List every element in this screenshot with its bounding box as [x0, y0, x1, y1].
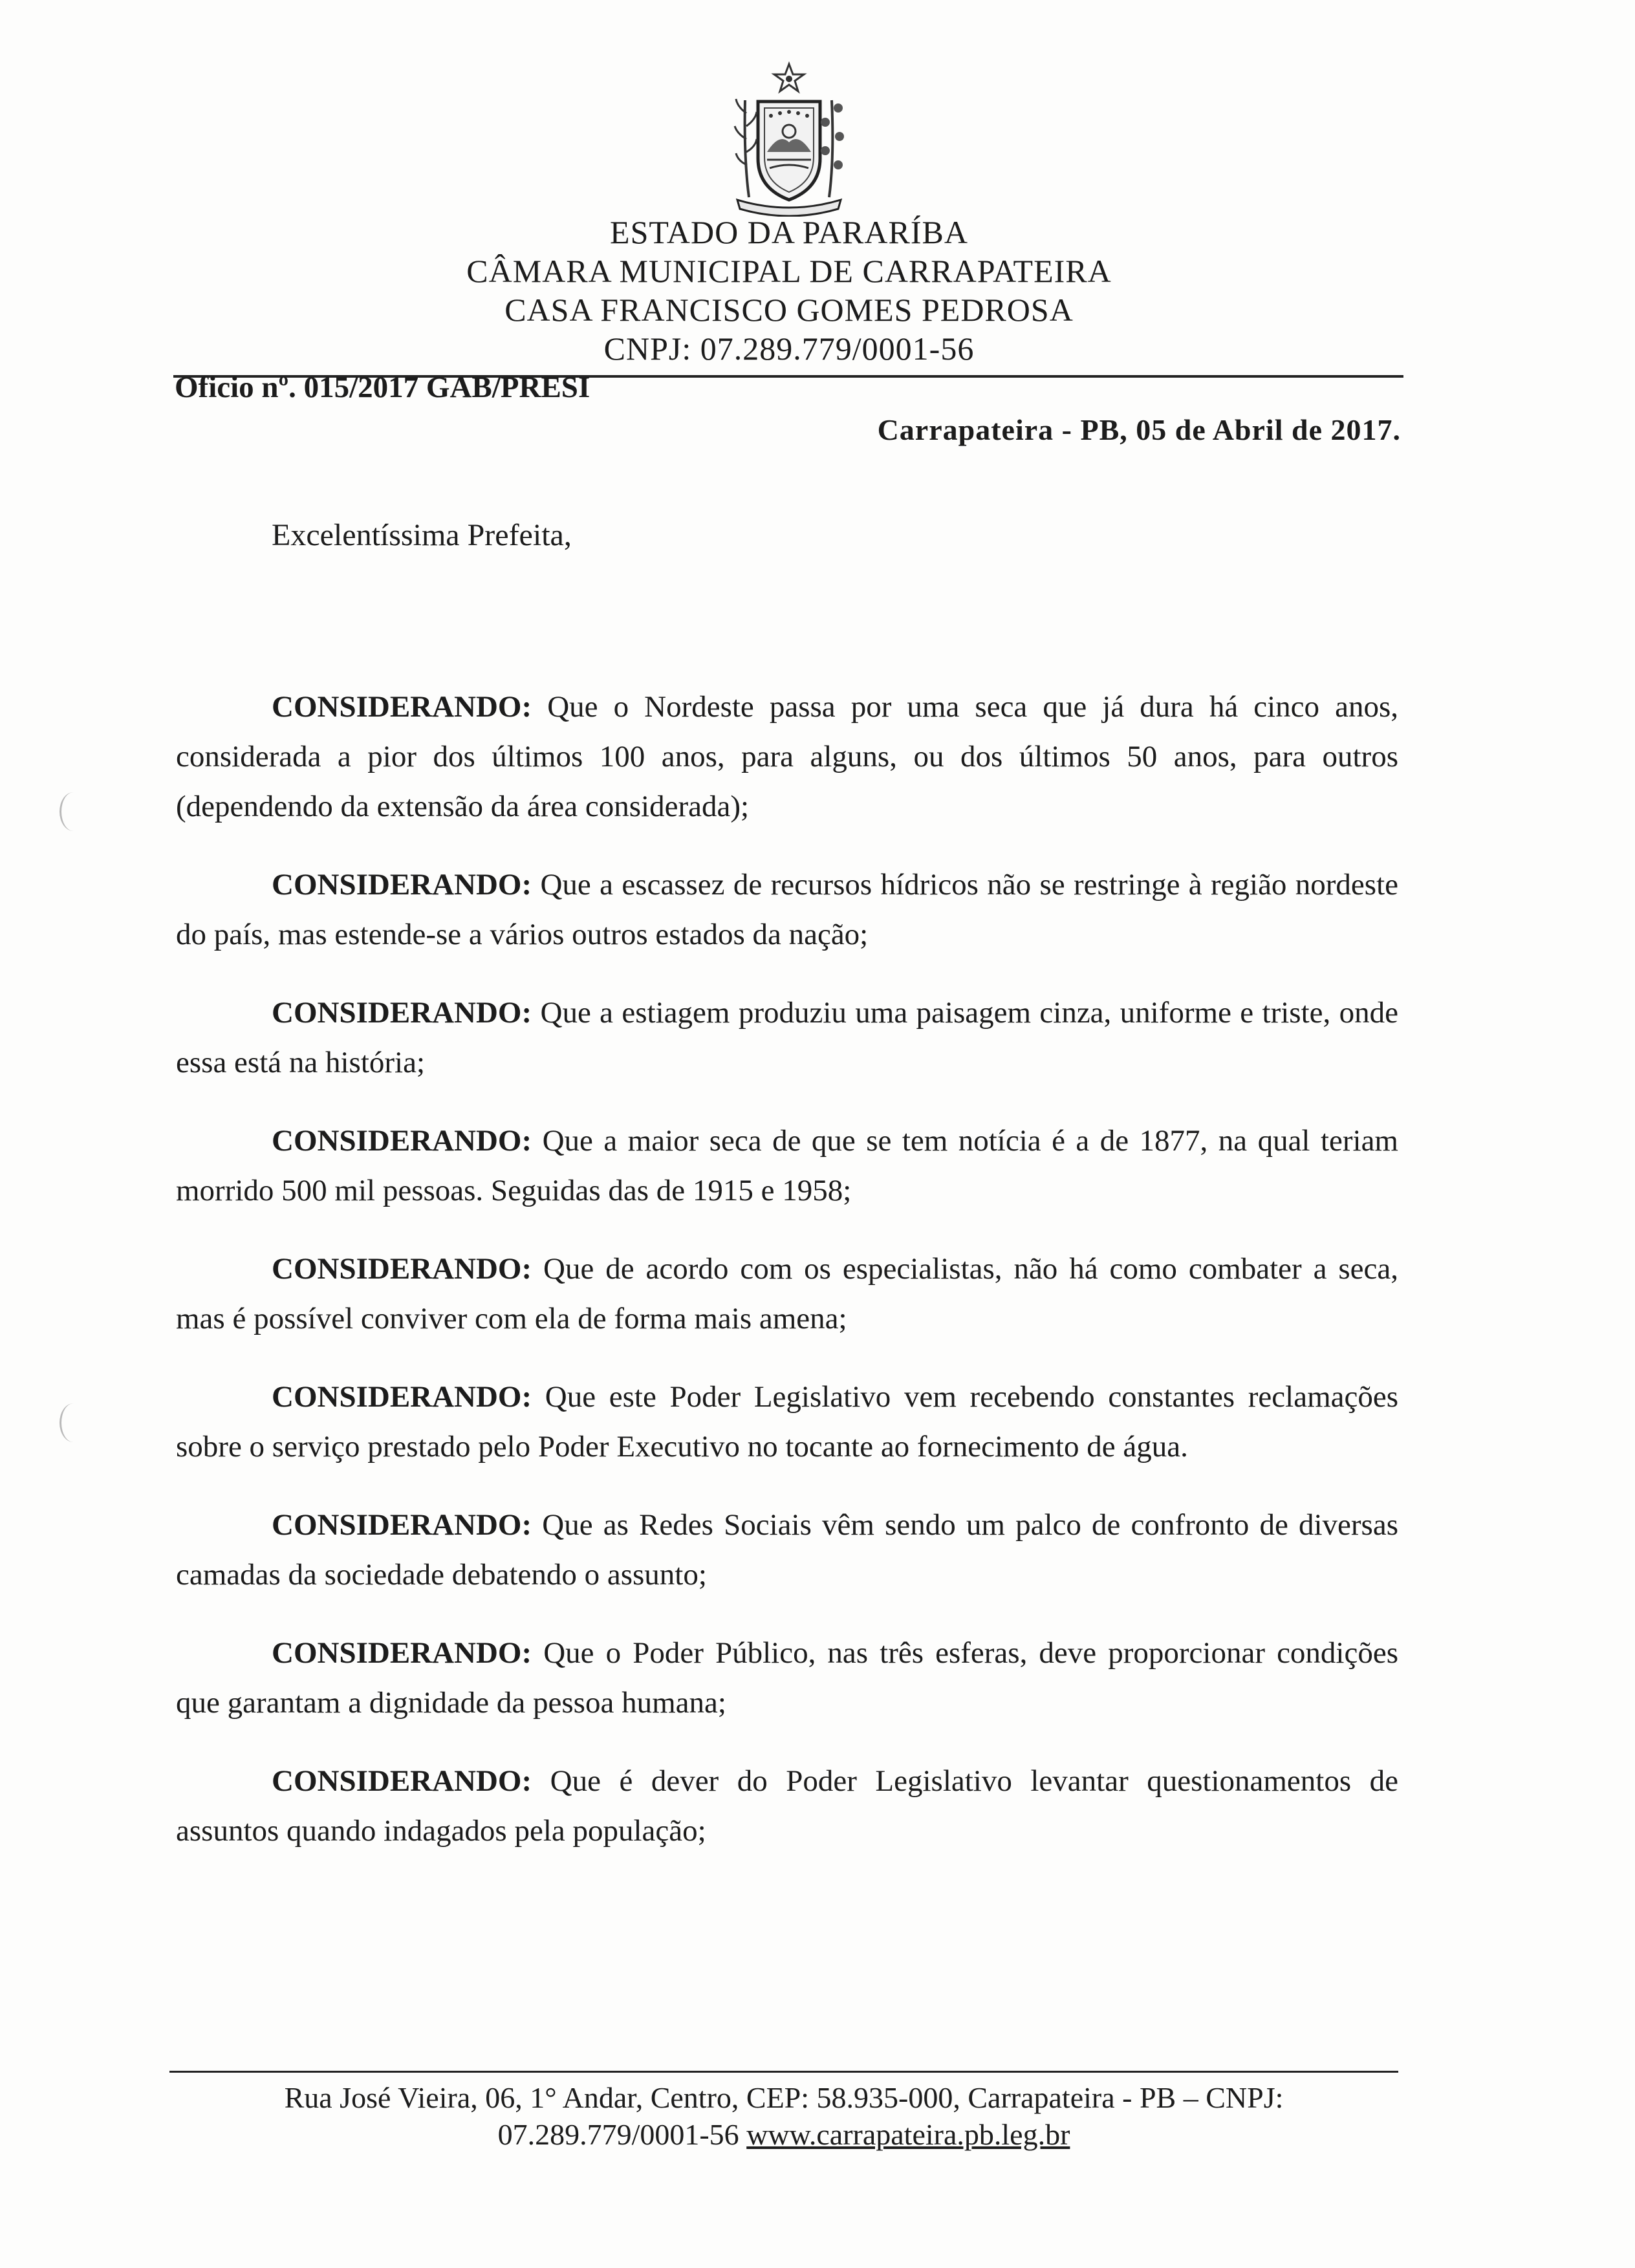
salutation: Excelentíssima Prefeita,: [272, 518, 572, 552]
paragraph-keyword: CONSIDERANDO:: [272, 1124, 532, 1158]
header-state: ESTADO DA PARARÍBA: [610, 214, 968, 250]
paragraph-keyword: CONSIDERANDO:: [272, 1252, 532, 1286]
considerando-paragraph: [176, 860, 1398, 960]
considerando-paragraph: [176, 682, 1398, 832]
footer-divider: [169, 2071, 1398, 2073]
considerando-paragraph: [176, 1372, 1398, 1472]
considerando-paragraph: [176, 1116, 1398, 1216]
document-date: Carrapateira - PB, 05 de Abril de 2017.: [877, 413, 1401, 446]
paragraph-text: Que o Poder Público, nas três esferas, deve proporcionar condições que garantam a dignidade da pessoa humana;: [176, 1636, 1398, 1720]
considerando-paragraph: [176, 1756, 1398, 1856]
document-body: [176, 682, 1398, 1885]
considerando-paragraph: [176, 1628, 1398, 1728]
paragraph-text: Que de acordo com os especialistas, não há como combater a seca, mas é possível conviver com ela de forma mais amena;: [176, 1252, 1398, 1335]
paragraph-keyword: CONSIDERANDO:: [272, 1764, 532, 1798]
footer-address: Rua José Vieira, 06, 1° Andar, Centro, CEP: 58.935-000, Carrapateira - PB – CNPJ:: [284, 2081, 1284, 2114]
considerando-paragraph: [176, 1500, 1398, 1600]
paragraph-text: Que a estiagem produziu uma paisagem cinza, uniforme e triste, onde essa está na história;: [176, 996, 1398, 1079]
coat-of-arms-icon: [718, 61, 860, 217]
punch-hole-mark: [60, 792, 87, 831]
considerando-paragraph: [176, 1244, 1398, 1344]
paragraph-keyword: CONSIDERANDO:: [272, 690, 532, 724]
footer-line-2: [169, 2116, 1398, 2153]
header-house: CASA FRANCISCO GOMES PEDROSA: [504, 292, 1074, 328]
paragraph-keyword: CONSIDERANDO:: [272, 868, 532, 902]
paragraph-keyword: CONSIDERANDO:: [272, 996, 532, 1030]
considerando-paragraph: [176, 988, 1398, 1088]
paragraph-keyword: CONSIDERANDO:: [272, 1508, 532, 1542]
paragraph-text: Que as Redes Sociais vêm sendo um palco de confronto de diversas camadas da sociedade debatendo o assunto;: [176, 1508, 1398, 1592]
footer: [169, 2079, 1398, 2153]
paragraph-text: Que a maior seca de que se tem notícia é a de 1877, na qual teriam morrido 500 mil pessoas. Seguidas das de 1915 e 1958;: [176, 1124, 1398, 1207]
paragraph-keyword: CONSIDERANDO:: [272, 1636, 532, 1670]
paragraph-text: Que este Poder Legislativo vem recebendo constantes reclamações sobre o serviço prestado pelo Poder Executivo no tocante ao fornecimento de água.: [176, 1380, 1398, 1463]
oficio-number: Oficio nº. 015/2017 GAB/PRESI: [175, 371, 590, 404]
footer-cnpj: 07.289.779/0001-56: [497, 2118, 739, 2151]
paragraph-text: Que a escassez de recursos hídricos não se restringe à região nordeste do país, mas estende-se a vários outros estados da nação;: [176, 868, 1398, 951]
paragraph-keyword: CONSIDERANDO:: [272, 1380, 532, 1414]
header-chamber: CÂMARA MUNICIPAL DE CARRAPATEIRA: [466, 253, 1112, 289]
paragraph-text: Que é dever do Poder Legislativo levantar questionamentos de assuntos quando indagados pela população;: [176, 1764, 1398, 1848]
paragraph-text: Que o Nordeste passa por uma seca que já dura há cinco anos, considerada a pior dos últimos 100 anos, para alguns, ou dos últimos 50 anos, para outros (dependendo da extensão da área considerada);: [176, 690, 1398, 823]
footer-website-link[interactable]: www.carrapateira.pb.leg.br: [746, 2118, 1070, 2151]
punch-hole-mark: [60, 1403, 87, 1442]
header-cnpj: CNPJ: 07.289.779/0001-56: [603, 330, 975, 367]
